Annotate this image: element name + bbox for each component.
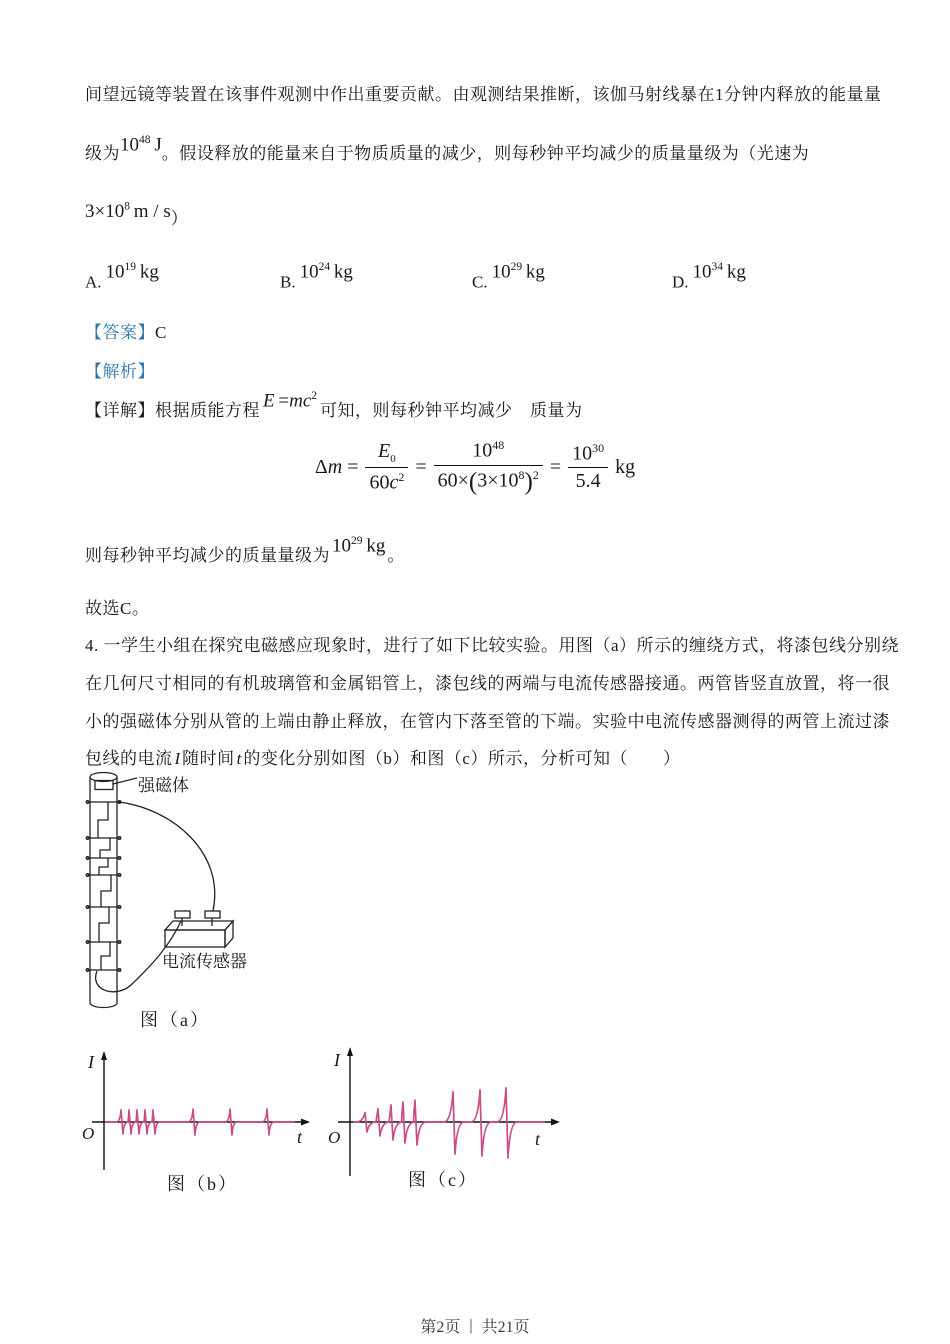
footer-total-pages: 共21页 (481, 1319, 530, 1336)
graph-c-ylabel (334, 1050, 340, 1071)
fraction-3 (568, 441, 608, 494)
detail-post: 可知，则每秒钟平均减少 质量为 (320, 401, 583, 420)
figure-a-caption (140, 1006, 210, 1032)
graph-b-x-arrow (301, 1119, 310, 1126)
option-a-base: 10 (105, 261, 125, 283)
footer-page-number: 第2页 (420, 1319, 461, 1336)
f3-den: 5.4 (575, 470, 601, 493)
answer-value: C (155, 323, 167, 342)
figure-a-illustration (75, 765, 325, 1020)
conclusion-text: 故选C。 (85, 599, 150, 618)
q4-line3-text: 小的强磁体分别从管的上端由静止释放，在管内下落至管的下端。实验中电流传感器测得的两管上流过漆 (85, 712, 890, 731)
graph-c-caption-text: 图（c） (408, 1170, 478, 1190)
sensor-label (162, 947, 247, 972)
graph-b-xlabel-text: t (297, 1127, 303, 1147)
option-d-unit: kg (726, 261, 746, 283)
option-d-base: 10 (692, 261, 712, 283)
eq-unit: kg (615, 455, 636, 478)
mass-energy-formula (263, 390, 317, 412)
q4-text-line1 (85, 631, 899, 656)
option-c (472, 261, 545, 293)
f3-num-base: 10 (572, 442, 593, 465)
detail-pre: 根据质能方程 (155, 401, 260, 420)
q3-line2-suffix: 。假设释放的能量来自于物质质量的减少，则每秒钟平均减少的质量量级为（光速为 (161, 144, 810, 163)
f2-den-close-paren: ) (524, 468, 533, 496)
analysis-marker: 【解析】 (85, 362, 155, 381)
eq-sign3: = (549, 455, 562, 478)
option-b-exp: 24 (318, 261, 331, 273)
result-formula (332, 535, 385, 557)
eq-sign2: = (415, 455, 427, 478)
option-a-unit: kg (139, 261, 159, 283)
magnet-label (138, 771, 189, 796)
q4-text-line3 (85, 707, 890, 732)
analysis-line (85, 357, 155, 382)
result-line (85, 534, 405, 567)
graph-c-xlabel-text: t (535, 1129, 541, 1149)
q4-line4-mid: 随时间 (182, 749, 235, 768)
graph-b-origin-text: O (82, 1124, 95, 1143)
graph-b-caption-text: 图（b） (167, 1174, 238, 1194)
current-symbol: I (174, 749, 181, 768)
result-exp: 29 (351, 534, 363, 547)
result-pre: 则每秒钟平均减少的质量量级为 (85, 546, 330, 565)
f2-num-base: 10 (472, 439, 493, 462)
f1-den-var: c (389, 471, 399, 494)
graph-c-x-arrow (551, 1119, 560, 1126)
graph-b (78, 1050, 318, 1180)
f-eq: = (278, 390, 290, 411)
glass-tube (90, 773, 117, 1008)
option-c-base: 10 (491, 261, 511, 283)
eq-lhs-var: m (327, 455, 343, 478)
f3-num-exp: 30 (592, 440, 605, 455)
f-base: mc (289, 390, 312, 411)
result-post: 。 (387, 546, 405, 565)
graph-c-xlabel (535, 1129, 540, 1150)
magnet-label-text: 强磁体 (138, 776, 189, 795)
f2-den-open-paren: ( (468, 468, 478, 496)
option-d-label: D. (672, 272, 689, 292)
speed-unit: m / s (133, 201, 171, 222)
f2-den-inner-exp: 8 (518, 467, 525, 482)
energy-unit: J (154, 134, 162, 155)
graph-c-ylabel-text: I (334, 1050, 340, 1070)
sensor-box (165, 911, 233, 947)
speed-formula (85, 201, 171, 222)
graph-c-origin (328, 1128, 340, 1148)
energy-exp: 48 (139, 133, 151, 146)
result-base: 10 (332, 535, 351, 556)
wire-top (119, 802, 215, 911)
figure-a-caption-text: 图（a） (140, 1010, 210, 1030)
graph-b-y-arrow (101, 1051, 107, 1060)
q3-line1-text: 间望远镜等装置在该事件观测中作出重要贡献。由观测结果推断，该伽马射线暴在1分钟内释放的能量量 (85, 85, 882, 104)
f1-den-coef: 60 (369, 471, 390, 494)
time-symbol: t (236, 749, 242, 768)
f2-den-inner: 3×10 (477, 469, 519, 492)
q4-line2-text: 在几何尺寸相同的有机玻璃管和金属铝管上，漆包线的两端与电流传感器接通。两管皆竖直放置，将一很 (85, 674, 890, 693)
option-d (672, 261, 746, 293)
eq-lhs-delta: Δ (314, 455, 328, 478)
q3-line2-prefix: 级为 (85, 144, 120, 163)
f1-num-sub: 0 (390, 452, 396, 465)
q3-text-line1 (85, 80, 882, 105)
speed-exp: 8 (124, 200, 130, 213)
energy-base: 10 (120, 134, 139, 155)
option-a (85, 261, 159, 293)
display-equation (0, 438, 950, 496)
detail-line (85, 389, 583, 422)
page-footer (0, 1314, 950, 1337)
option-c-value (492, 261, 545, 283)
f1-den-exp: 2 (398, 469, 405, 484)
conclusion-line (85, 594, 149, 619)
graph-c-current-curve (354, 1088, 544, 1158)
q3-text-line3 (85, 197, 189, 228)
close-paren: ） (170, 209, 189, 228)
q4-line4-post: 的变化分别如图（b）和图（c）所示，分析可知（ ） (243, 749, 681, 768)
answer-marker: 【答案】 (85, 323, 155, 342)
f2-den-outer-exp: 2 (532, 467, 539, 482)
option-a-exp: 19 (124, 261, 137, 273)
answer-line (85, 318, 167, 343)
option-b-value (300, 261, 353, 283)
f-exp: 2 (311, 389, 318, 402)
footer-separator: | (469, 1316, 473, 1334)
fraction-1 (365, 440, 408, 495)
q4-line4-pre: 包线的电流 (85, 749, 173, 768)
speed-base: 3×10 (85, 201, 125, 222)
result-unit: kg (366, 535, 386, 556)
option-c-unit: kg (525, 261, 545, 283)
option-c-label: C. (472, 272, 488, 292)
option-b (280, 261, 353, 293)
option-a-label: A. (85, 272, 102, 292)
option-b-base: 10 (299, 261, 319, 283)
sensor-label-text: 电流传感器 (162, 952, 247, 971)
graph-b-ylabel (88, 1052, 94, 1073)
option-d-value (693, 261, 746, 283)
fraction-2 (434, 438, 543, 496)
f2-num-exp: 48 (492, 438, 505, 452)
option-b-label: B. (280, 272, 296, 292)
energy-formula (120, 134, 162, 156)
graph-b-caption (167, 1170, 238, 1196)
option-c-exp: 29 (510, 261, 523, 273)
graph-c-caption (408, 1166, 478, 1192)
f-lhs: E (263, 390, 275, 411)
detail-marker: 【详解】 (85, 401, 155, 420)
f1-num-var: E (378, 439, 391, 462)
eq-sign1: = (347, 455, 359, 478)
option-d-exp: 34 (711, 261, 724, 273)
q4-text-line2 (85, 669, 890, 694)
graph-c-y-arrow (347, 1047, 353, 1056)
option-a-value (106, 261, 159, 283)
option-b-unit: kg (333, 261, 353, 283)
q4-line1-text: 4. 一学生小组在探究电磁感应现象时，进行了如下比较实验。用图（a）所示的缠绕方式，将漆包线分别绕 (85, 636, 900, 655)
graph-b-ylabel-text: I (88, 1052, 94, 1072)
graph-b-xlabel (297, 1127, 302, 1148)
q3-text-line2 (85, 133, 810, 165)
graph-c-origin-text: O (328, 1128, 341, 1147)
f2-den-pre: 60× (437, 469, 469, 492)
graph-b-origin (82, 1124, 94, 1144)
coil-winding (86, 801, 121, 972)
